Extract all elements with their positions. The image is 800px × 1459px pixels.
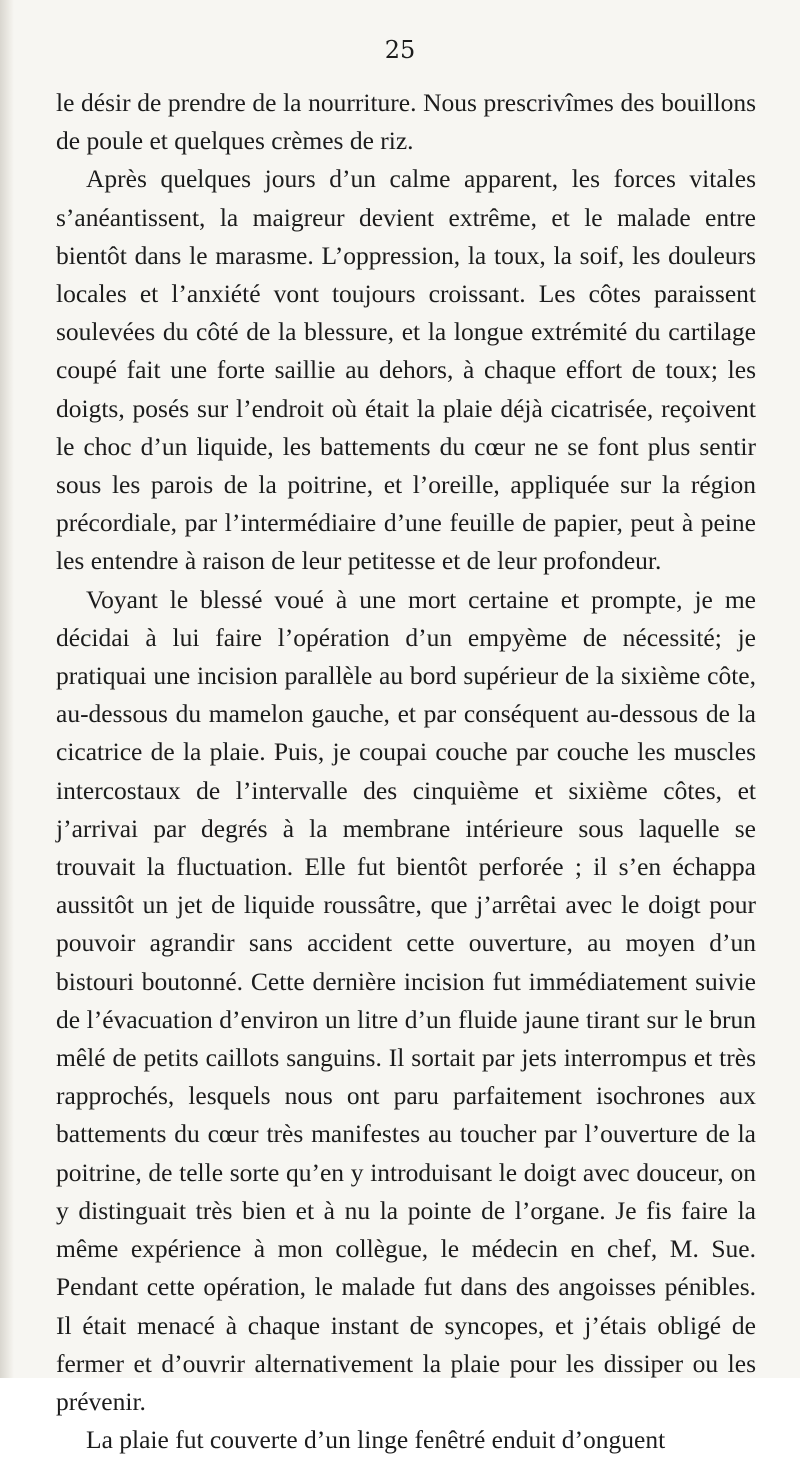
paragraph-2: Après quelques jours d’un calme apparent, les forces vitales s’anéantissent, la maigreur devient extrême, et le malade entre bientôt dans le marasme. L’oppression, la toux, la soif, les douleurs locales et l’anxiété vont toujours croissant. Les côtes paraissent soulevées du côté de la blessure, et la longue extrémité du cartilage coupé fait une forte saillie au dehors, à chaque effort de toux; les doigts, posés sur l’endroit où était la plaie déjà cicatrisée, reçoivent le choc d’un liquide, les battements du cœur ne se font plus sentir sous les parois de la poitrine, et l’oreille, appliquée sur la région précordiale, par l’intermédiaire d’une feuille de papier, peut à peine les entendre à raison de leur petitesse et de leur profondeur.	[56, 164, 756, 576]
page-number: 25	[384, 36, 416, 64]
page-binding-edge	[0, 0, 14, 1378]
body-text	[56, 84, 756, 1459]
paragraph-1: le désir de prendre de la nourriture. Nous prescrivîmes des bouillons de poule et quelques crèmes de riz.	[56, 88, 756, 156]
paragraph-3: Voyant le blessé voué à une mort certaine et prompte, je me décidai à lui faire l’opération d’un empyème de nécessité; je pratiquai une incision parallèle au bord supérieur de la sixième côte, au-dessous du mamelon gauche, et par conséquent au-dessous de la cicatrice de la plaie. Puis, je coupai couche par couche les muscles intercostaux de l’intervalle des cinquième et sixième côtes, et j’arrivai par degrés à la membrane intérieure sous laquelle se trouvait la fluctuation. Elle fut bientôt perforée ; il s’en échappa aussitôt un jet de liquide roussâtre, que j’arrêtai avec le doigt pour pouvoir agrandir sans accident cette ouverture, au moyen d’un bistouri boutonné. Cette dernière incision fut immédiatement suivie de l’évacuation d’environ un litre d’un fluide jaune tirant sur le brun mêlé de petits caillots sanguins. Il sortait par jets interrompus et très rapprochés, lesquels nous ont paru parfaitement isochrones aux battements du cœur très manifestes au toucher par l’ouverture de la poitrine, de telle sorte qu’en y introduisant le doigt avec douceur, on y distinguait très bien et à nu la pointe de l’organe. Je fis faire la même expérience à mon collègue, le médecin en chef, M. Sue. Pendant cette opération, le malade fut dans des angoisses pénibles. Il était menacé à chaque instant de syncopes, et j’étais obligé de fermer et d’ouvrir alternativement la plaie pour les dissiper ou les prévenir.	[56, 584, 756, 1416]
paragraph-4: La plaie fut couverte d’un linge fenêtré enduit d’onguent	[86, 1425, 666, 1455]
